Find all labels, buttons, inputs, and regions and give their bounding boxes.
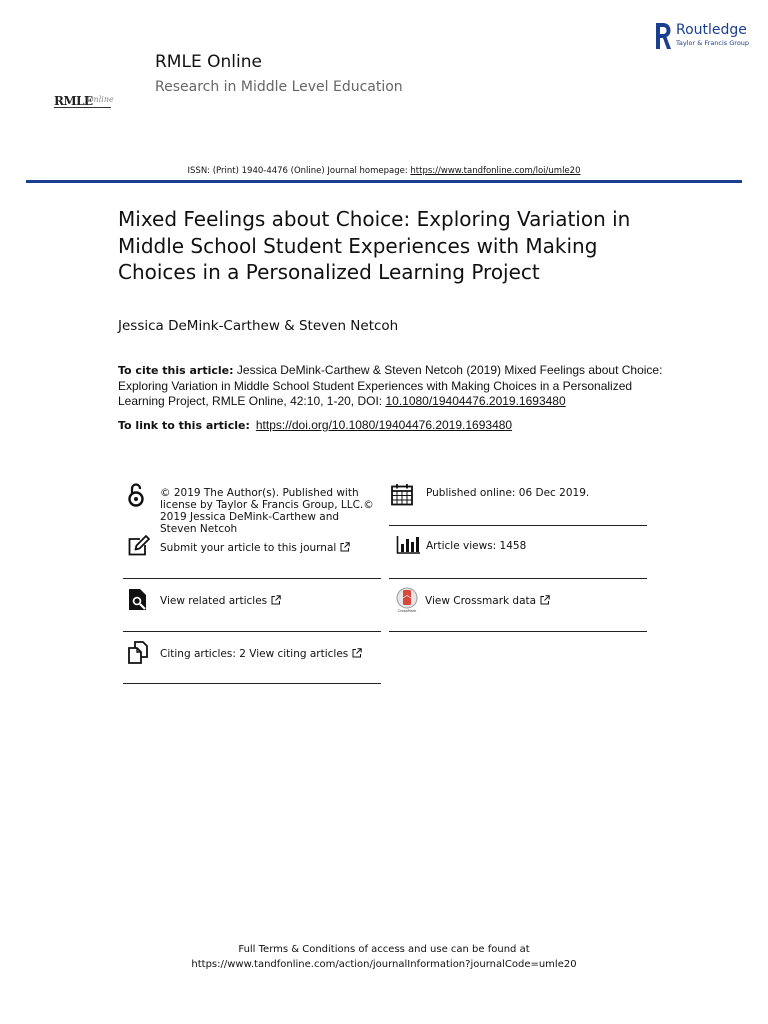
footer-terms: Full Terms & Conditions of access and use can be found at [238,944,530,955]
svg-text:RMLE: RMLE [54,94,93,108]
related-articles-icon [126,587,152,613]
citing-articles-link[interactable] [160,648,375,660]
published-date: Published online: 06 Dec 2019. [426,487,590,499]
edit-icon [126,533,152,559]
calendar-icon [389,482,415,508]
publisher-name: Routledge [676,22,747,38]
article-title: Mixed Feelings about Choice: Exploring Variation in Middle School Student Experiences with Making Choices in a Personalized Learning Project [118,207,631,284]
bar-chart-icon [396,534,422,560]
link-line [118,418,512,432]
article-link[interactable]: https://doi.org/10.1080/19404476.2019.1693480 [255,418,513,432]
link-label: To link to this article: [118,419,250,432]
journal-logo-image [54,92,114,110]
external-link-icon [352,648,362,658]
submit-article-link[interactable] [160,542,375,554]
footer [0,942,768,972]
publisher-tagline: Taylor & Francis Group [676,39,750,47]
open-access-icon [123,482,149,508]
routledge-logo-icon [654,22,672,50]
cite-label: To cite this article: [118,364,234,377]
publisher-logo [654,22,749,52]
issn-text: ISSN: (Print) 1940-4476 (Online) Journal homepage: [187,166,411,176]
svg-text:Online: Online [87,95,114,104]
external-link-icon [340,542,350,552]
divider [389,525,647,526]
citing-articles-text: Citing articles: 2 View citing articles [160,648,349,660]
related-articles-link[interactable] [160,595,375,607]
journal-homepage-link[interactable]: https://www.tandfonline.com/loi/umle20 [410,166,581,176]
journal-name: RMLE Online [155,52,262,72]
citation-block [118,363,678,410]
divider [389,631,647,632]
footer-url[interactable]: https://www.tandfonline.com/action/journalInformation?journalCode=umle20 [191,959,577,970]
divider [389,578,647,579]
crossmark-icon [395,587,421,613]
divider [123,631,381,632]
header-divider [26,180,742,183]
citing-articles-icon [126,640,152,666]
article-authors: Jessica DeMink-Carthew & Steven Netcoh [118,318,399,334]
issn-line [0,166,768,176]
crossmark-text: View Crossmark data [425,595,537,607]
journal-logo [54,92,114,110]
journal-subtitle: Research in Middle Level Education [155,79,403,95]
divider [123,578,381,579]
crossmark-link[interactable] [425,595,640,607]
related-articles-text: View related articles [160,595,268,607]
svg-text:CrossMark: CrossMark [397,609,417,613]
article-views: Article views: 1458 [426,540,527,552]
doi-link[interactable]: 10.1080/19404476.2019.1693480 [385,394,566,408]
license-text: © 2019 The Author(s). Published with license by Taylor & Francis Group, LLC.© 2019 Jessica DeMink-Carthew and Steven Netcoh [160,487,374,535]
submit-article-text: Submit your article to this journal [160,542,337,554]
external-link-icon [271,595,281,605]
external-link-icon [540,595,550,605]
divider [123,683,381,684]
cite-text: Jessica DeMink-Carthew & Steven Netcoh (2019) Mixed Feelings about Choice: Exploring Variation in Middle School Student Experiences with Making Choices in a Personalized Learning Project, RMLE Online, 42:10, 1-20, DOI: [118,363,663,408]
